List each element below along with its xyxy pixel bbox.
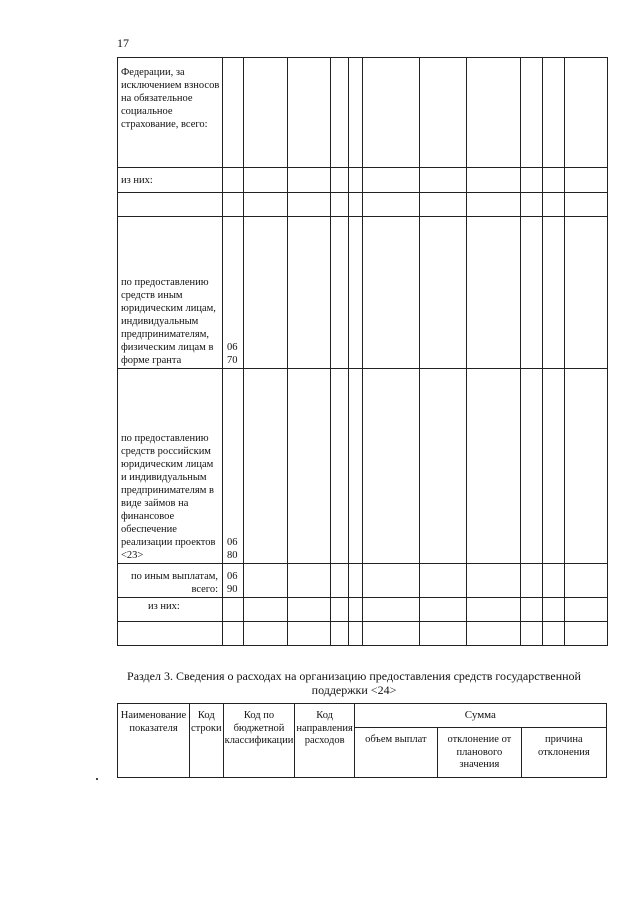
table-row [118,217,608,369]
row-label: из них: [118,168,223,193]
row-code: 06 70 [223,217,244,369]
header-budget-code: Код по бюджетной классификации [223,704,295,778]
table-row [118,598,608,622]
row-code [223,58,244,168]
row-code: 06 90 [223,564,244,598]
row-label: по иным выплатам, всего: [118,564,223,598]
table-row [118,58,608,168]
row-code [223,622,244,646]
table-row [118,369,608,564]
header-sum: Сумма [354,704,606,728]
row-label [118,622,223,646]
row-label: из них: [118,598,223,622]
row-label [118,193,223,217]
scan-speck [96,778,98,780]
table-row [118,168,608,193]
section-3-title: Раздел 3. Сведения о расходах на организацию предоставления средств государственной поддержки <24> [127,669,581,697]
header-reason: причина отклонения [521,728,606,778]
header-direction-code: Код направления расходов [295,704,354,778]
support-expenses-table [117,703,607,778]
header-deviation: отклонение от планового значения [437,728,521,778]
page-number: 17 [117,36,129,50]
row-label: по предоставлению средств российским юридическим лицам и индивидуальным предпринимателям в виде займов на финансовое обеспечение реализации проектов <23> [118,369,223,564]
header-volume: объем выплат [354,728,437,778]
row-code: 06 80 [223,369,244,564]
row-label: по предоставлению средств иным юридическим лицам, индивидуальным предпринимателям, физическим лицам в форме гранта [118,217,223,369]
header-row-code: Код строки [190,704,224,778]
header-name: Наименование показателя [118,704,190,778]
row-code [223,168,244,193]
table-row [118,193,608,217]
row-code [223,598,244,622]
expenses-table-continued [117,57,608,646]
row-code [223,193,244,217]
row-label: Федерации, за исключением взносов на обязательное социальное страхование, всего: [118,58,223,168]
table-row [118,564,608,598]
table-row [118,622,608,646]
